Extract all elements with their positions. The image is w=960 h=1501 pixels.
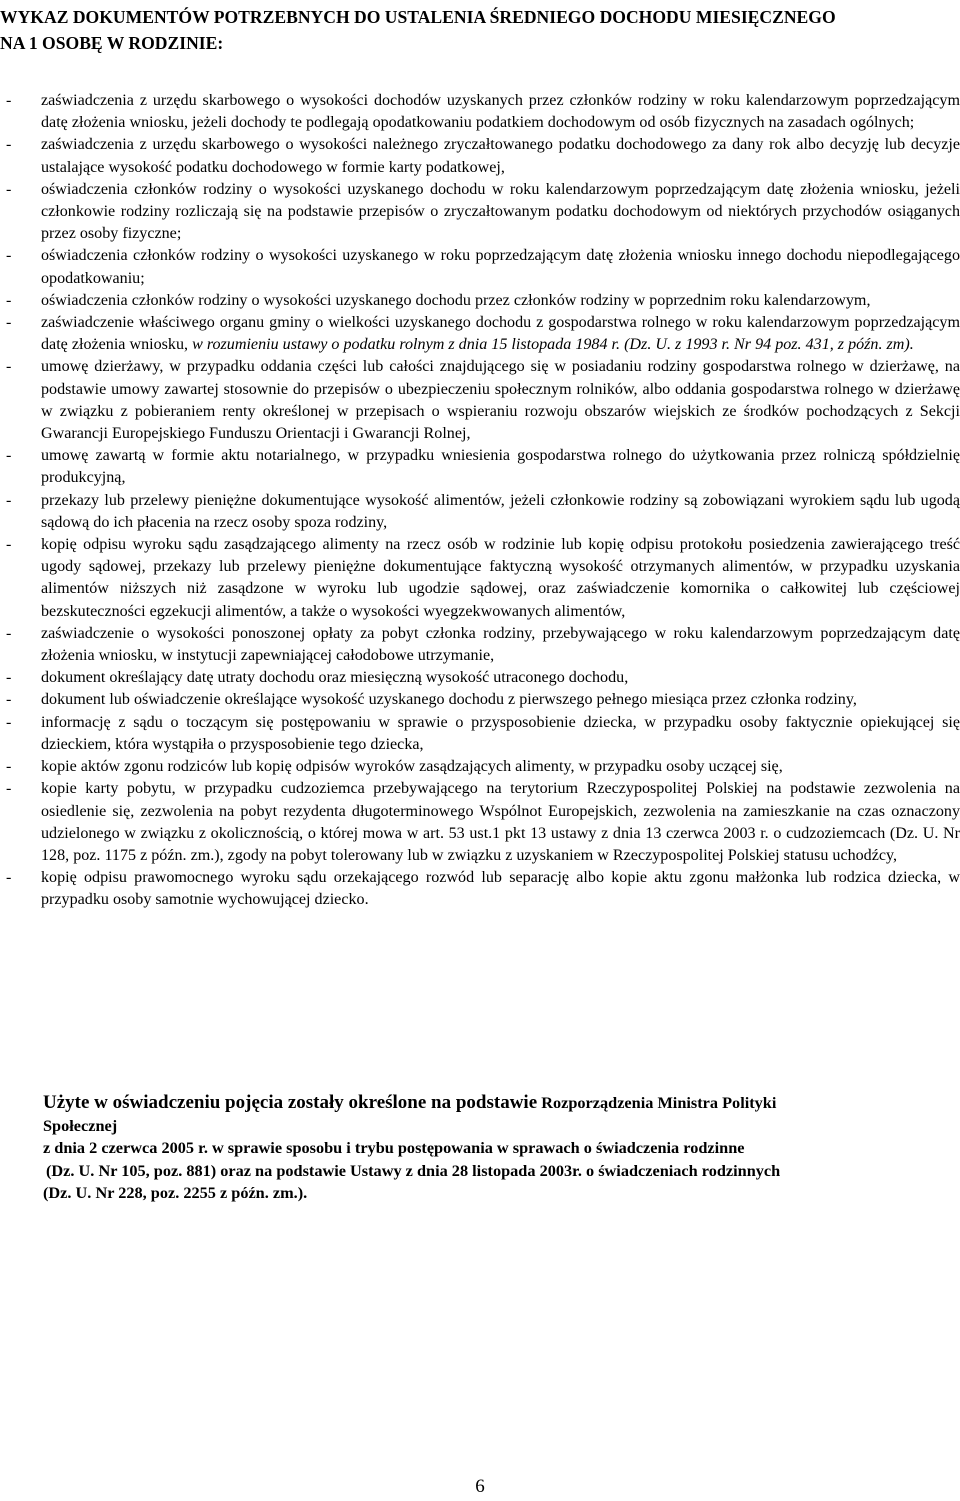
list-bullet: - (6, 536, 12, 554)
list-item-text: zaświadczenia z urzędu skarbowego o wysokości należnego zryczałtowanego podatku dochodowego za dany rok albo decyzję lub decyzje ustalające wysokość podatku dochodowego w formie karty podatkowej, (41, 136, 960, 176)
list-bullet: - (6, 136, 12, 154)
list-bullet: - (6, 291, 12, 309)
legal-basis-regulation: Rozporządzenia Ministra Polityki (541, 1093, 777, 1112)
list-item-text: zaświadczenia z urzędu skarbowego o wysokości dochodów uzyskanych przez członków rodziny w roku kalendarzowym poprzedzającym datę złożenia wniosku, jeżeli dochody te podlegają opodatkowaniu podatkiem dochodowym od osób fizycznych na zasadach ogólnych; (41, 92, 960, 132)
list-item (0, 356, 960, 445)
page-number: 6 (475, 1476, 485, 1497)
list-item-text: przekazy lub przelewy pieniężne dokumentujące wysokość alimentów, jeżeli członkowie rodziny są zobowiązani wyrokiem sądu lub ugodą sądową do ich płacenia na rzecz osoby spoza rodziny, (41, 491, 960, 531)
list-item-text: umowę zawartą w formie aktu notarialnego, w przypadku wniesienia gospodarstwa rolnego do użytkowania przez rolniczą spółdzielnię produkcyjną, (41, 447, 960, 487)
list-item-text: zaświadczenie właściwego organu gminy o wielkości uzyskanego dochodu z gospodarstwa rolnego w roku kalendarzowym poprzedzającym datę złożenia wniosku, (41, 314, 960, 354)
list-bullet: - (6, 624, 12, 642)
list-item-text: dokument określający datę utraty dochodu oraz miesięczną wysokość utraconego dochodu, (41, 669, 629, 687)
list-bullet: - (6, 247, 12, 265)
title-line-1: WYKAZ DOKUMENTÓW POTRZEBNYCH DO USTALENIA ŚREDNIEGO DOCHODU MIESIĘCZNEGO (0, 7, 836, 27)
list-bullet: - (6, 92, 12, 109)
list-bullet: - (6, 780, 12, 798)
document-list (0, 90, 960, 912)
list-item-italic-text: w rozumieniu ustawy o podatku rolnym z dnia 15 listopada 1984 r. (Dz. U. z 1993 r. Nr 94 poz. 431, z późn. zm). (192, 336, 914, 354)
list-item-text: kopię odpisu wyroku sądu zasądzającego alimenty na rzecz osób w rodzinie lub kopię odpisu protokołu posiedzenia zawierającego treść ugody sądowej, przekazy lub przelewy pieniężne dokumentujące faktyczną wysokość otrzymanych alimentów, w przypadku uzyskania alimentów niższych niż zasądzone w wyroku lub ugodzie sądowej, oraz zaświadczenie komornika o całkowitej lub częściowej bezskuteczności egzekucji alimentów, a także o wysokości wyegzekwowanych alimentów, (41, 536, 960, 620)
list-bullet: - (6, 713, 12, 731)
list-item (0, 90, 960, 134)
list-item (0, 623, 960, 667)
list-item (0, 445, 960, 489)
list-item (0, 712, 960, 756)
list-item-text: informację z sądu o toczącym się postępowaniu w sprawie o przysposobienie dziecka, w przypadku osoby faktycznie opiekującej się dzieckiem, która wystąpiła o przysposobienie tego dziecka, (41, 713, 960, 753)
list-bullet: - (6, 447, 12, 465)
legal-basis-line-2: Społecznej (43, 1115, 118, 1135)
list-item (0, 867, 960, 911)
list-bullet: - (6, 314, 12, 332)
list-item-text: oświadczenia członków rodziny o wysokości uzyskanego dochodu przez członków rodziny w poprzednim roku kalendarzowym, (41, 291, 871, 309)
list-bullet: - (6, 691, 12, 709)
list-bullet: - (6, 180, 12, 198)
list-bullet: - (6, 491, 12, 509)
legal-basis-lead: Użyte w oświadczeniu pojęcia zostały określone na podstawie (43, 1092, 538, 1113)
list-item-text: dokument lub oświadczenie określające wysokość uzyskanego dochodu z pierwszego pełnego miesiąca przez członka rodziny, (41, 691, 857, 709)
list-item (0, 312, 960, 356)
legal-basis-line-3: z dnia 2 czerwca 2005 r. w sprawie sposobu i trybu postępowania w sprawach o świadczenia rodzinne (43, 1138, 745, 1157)
legal-basis-note (43, 1092, 960, 1205)
list-item (0, 134, 960, 178)
legal-basis-line-5: (Dz. U. Nr 228, poz. 2255 z późn. zm.). (43, 1183, 308, 1202)
list-item (0, 756, 960, 778)
title-line-2: NA 1 OSOBĘ W RODZINIE: (0, 33, 224, 53)
list-item-text: oświadczenia członków rodziny o wysokości uzyskanego dochodu w roku kalendarzowym poprzedzającym datę złożenia wniosku, jeżeli członkowie rodziny rozliczają się na podstawie przepisów o zryczałtowanym podatku dochodowym od niektórych przychodów osiąganych przez osoby fizyczne; (41, 180, 960, 243)
list-item (0, 245, 960, 289)
list-bullet: - (6, 358, 12, 376)
list-item (0, 179, 960, 246)
list-item-text: oświadczenia członków rodziny o wysokości uzyskanego w roku poprzedzającym datę złożenia wniosku innego dochodu niepodlegającego opodatkowaniu; (41, 247, 960, 287)
list-item (0, 689, 960, 711)
list-item-text: kopie aktów zgonu rodziców lub kopię odpisów wyroków zasądzających alimenty, w przypadku osoby uczącej się, (41, 758, 783, 776)
legal-basis-line-4: (Dz. U. Nr 105, poz. 881) oraz na podstawie Ustawy z dnia 28 listopada 2003r. o świadczeniach rodzinnych (46, 1160, 781, 1180)
list-item-text: umowę dzierżawy, w przypadku oddania części lub całości znajdującego się w posiadaniu rodziny gospodarstwa rolnego w dzierżawę, na podstawie umowy zawartej stosownie do przepisów o ubezpieczeniu społecznym rolników, albo oddania gospodarstwa rolnego w dzierżawę w związku z pobieraniem renty określonej w przepisach o wspieraniu rozwoju obszarów wiejskich ze środków pochodzących z Sekcji Gwarancji Europejskiego Funduszu Orientacji i Gwarancji Rolnej, (41, 358, 960, 443)
list-item (0, 534, 960, 623)
list-item (0, 667, 960, 689)
list-bullet: - (6, 758, 12, 776)
list-item-text: zaświadczenie o wysokości ponoszonej opłaty za pobyt członka rodziny, przebywającego w roku kalendarzowym poprzedzającym datę złożenia wniosku, w instytucji zapewniającej całodobowe utrzymanie, (41, 624, 960, 665)
list-bullet: - (6, 669, 12, 687)
list-bullet: - (6, 869, 12, 887)
list-item (0, 290, 960, 312)
document-title (0, 4, 960, 56)
legal-basis-line-1 (43, 1092, 960, 1115)
list-item (0, 490, 960, 534)
list-item-text: kopie karty pobytu, w przypadku cudzoziemca przebywającego na terytorium Rzeczypospolitej Polskiej na podstawie zezwolenia na osiedlenie się, zezwolenia na pobyt rezydenta długoterminowego Wspólnot Europejskich, zezwolenia na zamieszkanie na czas oznaczony udzielonego w związku z okolicznością, o której mowa w art. 53 ust.1 pkt 13 ustawy z dnia 13 czerwca 2003 r. o cudzoziemcach (Dz. U. Nr 128, poz. 1175 z późn. zm.), zgody na pobyt tolerowany lub w związku z uzyskaniem w Rzeczypospolitej Polskiej statusu uchodźcy, (41, 780, 960, 864)
list-item-text: kopię odpisu prawomocnego wyroku sądu orzekającego rozwód lub separację albo kopie aktu zgonu małżonka lub rodzica dziecka, w przypadku osoby samotnie wychowującej dziecko. (41, 869, 960, 909)
list-item (0, 778, 960, 867)
